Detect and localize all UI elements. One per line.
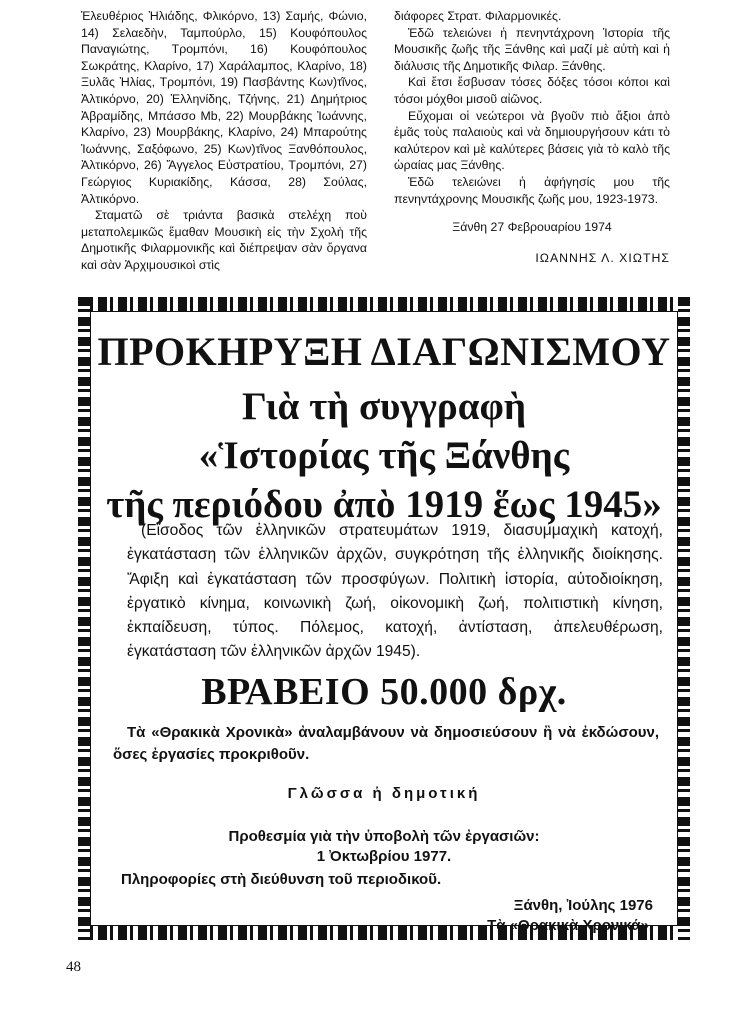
deadline-label: Προθεσμία γιὰ τὴν ὑποβολὴ τῶν ἐργασιῶν:	[228, 828, 540, 845]
place-and-signature	[487, 896, 653, 936]
info-note: Πληροφορίες στὴ διεύθυνση τοῦ περιοδικοῦ.	[121, 871, 442, 888]
author-signature: ΙΩΑΝΝΗΣ Λ. ΧΙΩΤΗΣ	[535, 250, 670, 265]
subtitle-line-3: τῆς περιόδου ἀπὸ 1919 ἕως 1945»	[106, 483, 662, 526]
decorative-border-left	[78, 297, 90, 940]
right-column	[394, 8, 670, 266]
announcement-subtitle	[91, 382, 677, 529]
decorative-border-top	[78, 297, 690, 311]
left-column	[81, 8, 367, 274]
right-paragraph-3: Καὶ ἔτσι ἔσβυσαν τόσες δόξες τόσοι κόποι καὶ τόσοι μόχθοι μισοῦ αἰῶνος.	[394, 75, 670, 106]
right-paragraph-2: Ἐδῶ τελειώνει ἡ πενηντάχρονη Ἱστορία τῆς Μουσικῆς ζωῆς τῆς Ξάνθης καὶ μαζί μὲ αὐτὴ καὶ ἡ διάλυσις τῆς Δημοτικῆς Φιλαρ. Ξάνθης.	[394, 25, 670, 73]
language-note: Γλῶσσα ἡ δημοτική	[287, 785, 481, 802]
subtitle-line-2: «Ἱστορίας τῆς Ξάνθης	[198, 434, 570, 477]
deadline-date: 1 Ὀκτωβρίου 1977.	[316, 848, 452, 865]
announcement-description: (Εἴσοδος τῶν ἑλληνικῶν στρατευμάτων 1919, διασυμμαχικὴ κατοχή, ἐγκατάσταση τῶν ἑλληνικῶν ἀρχῶν, συγκρότηση τῆς ἑλληνικῆς διοίκησης. Ἄφιξη καὶ ἐγκατάσταση τῶν προσφύγων. Πολιτικὴ ἱστορία, αὐτοδιοίκηση, ἐργατικὸ κίνημα, κοινωνικὴ ζωή, οἰκονομικὴ ζωή, πολιτιστικὴ κίνηση, ἐκπαίδευση, τύπος. Πόλεμος, κατοχή, ἀντίσταση, ἀπελευθέρωση, ἐγκατάσταση τῶν ἑλληνικῶν ἀρχῶν 1945).	[127, 522, 663, 661]
announcement-content	[90, 311, 678, 934]
right-paragraph-5: Ἐδῶ τελειώνει ἡ ἀφήγησίς μου τῆς πενηντάχρονης Μουσικῆς ζωῆς μου, 1923-1973.	[394, 174, 670, 206]
left-paragraph-2: Σταματῶ σὲ τριάντα βασικὰ στελέχη ποὺ μεταπολεμικῶς ἔμαθαν Μουσικὴ εἰς τὴν Σχολὴ τῆς Δημοτικῆς Φιλαρμονικῆς καὶ διέπρεψαν σὰν ὄργανα καὶ σὰν Ἀρχιμουσικοὶ στὶς	[81, 208, 367, 272]
right-paragraph-1: διάφορες Στρατ. Φιλαρμονικές.	[394, 9, 562, 23]
decorative-border-right	[678, 297, 690, 940]
publisher-signature: Τὰ «Θρακικὰ Χρονικά».	[487, 917, 653, 934]
prize-amount: ΒΡΑΒΕΙΟ 50.000 δρχ.	[201, 671, 567, 713]
deadline	[91, 827, 677, 867]
subtitle-line-1: Γιὰ τὴ συγγραφὴ	[241, 385, 527, 428]
announcement-box	[78, 297, 690, 940]
left-paragraph-1: Ἐλευθέριος Ἠλιάδης, Φλικόρνο, 13) Σαμής, Φώνιο, 14) Σελαεδὴν, Ταμπούρλο, 15) Κουφόπουλος Παναγιώτης, Τρομπόνι, 16) Κουφόπουλος Σωκράτης, Κλαρίνο, 17) Χαράλαμπος, Κλαρίνο, 18) Ξυλᾶς Ἠλίας, Τρομπόνι, 19) Πασβάντης Κων)τῖνος, Ἀλτικόρνο, 20) Ἑλληνίδης, Τζήνης, 21) Δημήτριος Ἀβραμίδης, Μπάσσο Mb, 22) Μουρβάκης Ἰωάννης, Κλαρίνο, 23) Μουρβάκης, Κλαρίνο, 24) Μπαρούτης Ἰωάννης, Σαξόφωνο, 25) Κων)τῖνος Ξανθόπουλος, Ἀλτικόρνο, 26) Ἄγγελος Εὐστρατίου, Τρομπόνι, 27) Γεώργιος Κυριακίδης, Κάσσα, 28) Σούλας, Ἀλτικόρνο.	[81, 9, 367, 206]
announcement-title: ΠΡΟΚΗΡΥΞΗ ΔΙΑΓΩΝΙΣΜΟΥ	[97, 329, 671, 374]
page-number: 48	[66, 959, 81, 975]
place-date: Ξάνθη, Ἰούλης 1976	[513, 897, 653, 914]
publish-note: Τὰ «Θρακικὰ Χρονικὰ» ἀναλαμβάνουν νὰ δημοσιεύσουν ἢ νὰ ἐκδώσουν, ὅσες ἐργασίες προκριθοῦν.	[113, 724, 659, 763]
dateline: Ξάνθη 27 Φεβρουαρίου 1974	[452, 220, 612, 235]
right-paragraph-4: Εὔχομαι οἱ νεώτεροι νὰ βγοῦν πιὸ ἄξιοι ἀπὸ ἐμᾶς τοὺς παλαιοὺς καὶ νὰ δημιουργήσουν κάτι τὸ καλύτερον καὶ μὲ καλύτερες βάσεις γιὰ τὸ καλὸ τῆς ὡραίας μας Ξάνθης.	[394, 108, 670, 173]
